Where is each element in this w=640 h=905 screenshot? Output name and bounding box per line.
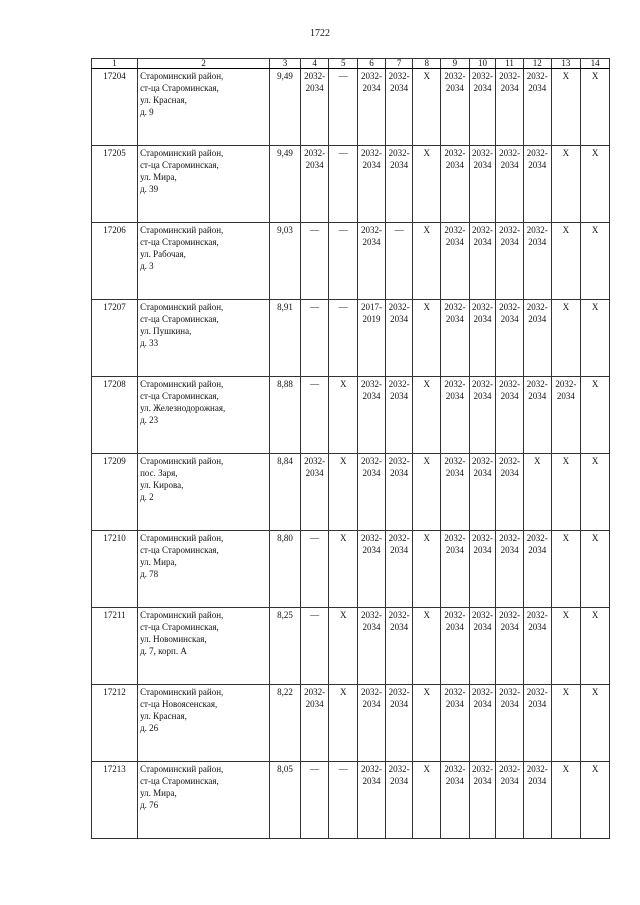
- address-line: д. 76: [140, 800, 159, 810]
- address-cell: [138, 685, 270, 762]
- address-line: пос. Заря,: [140, 468, 178, 478]
- cell-c14: X: [581, 223, 610, 300]
- cell-c9: 2032- 2034: [441, 762, 470, 839]
- cell-c13: X: [551, 69, 581, 146]
- address-line: д. 26: [140, 723, 159, 733]
- row-id: 17211: [92, 608, 138, 685]
- address-line: ст-ца Староминская,: [140, 83, 219, 93]
- cell-c13: X: [551, 762, 581, 839]
- cell-c8: X: [413, 146, 441, 223]
- address-cell: [138, 300, 270, 377]
- cell-c8: X: [413, 762, 441, 839]
- cell-c11: 2032- 2034: [496, 608, 524, 685]
- cell-c6: 2032- 2034: [358, 454, 386, 531]
- cell-c8: X: [413, 454, 441, 531]
- address-cell: [138, 762, 270, 839]
- address-line: ул. Мира,: [140, 788, 177, 798]
- cell-c8: X: [413, 685, 441, 762]
- cell-c12: 2032- 2034: [523, 300, 551, 377]
- cell-c6: 2032- 2034: [358, 608, 386, 685]
- cell-c9: 2032- 2034: [441, 454, 470, 531]
- cell-c5: —: [329, 146, 358, 223]
- cell-c11: 2032- 2034: [496, 300, 524, 377]
- cell-c7: —: [385, 223, 413, 300]
- address-line: Староминский район,: [140, 533, 224, 543]
- cell-c6: 2032- 2034: [358, 762, 386, 839]
- cell-c12: 2032- 2034: [523, 146, 551, 223]
- cell-c14: X: [581, 69, 610, 146]
- cell-c12: 2032- 2034: [523, 377, 551, 454]
- address-line: ул. Красная,: [140, 95, 187, 105]
- cell-c9: 2032- 2034: [441, 223, 470, 300]
- cell-c12: 2032- 2034: [523, 69, 551, 146]
- address-line: Староминский район,: [140, 148, 224, 158]
- row-id: 17209: [92, 454, 138, 531]
- row-id: 17210: [92, 531, 138, 608]
- column-header-4: 4: [300, 59, 329, 69]
- cell-c13: X: [551, 223, 581, 300]
- cell-c7: 2032- 2034: [385, 69, 413, 146]
- value-cell: 8,05: [270, 762, 301, 839]
- cell-c5: —: [329, 69, 358, 146]
- cell-c6: 2032- 2034: [358, 531, 386, 608]
- column-header-6: 6: [358, 59, 386, 69]
- cell-c14: X: [581, 685, 610, 762]
- cell-c9: 2032- 2034: [441, 146, 470, 223]
- address-line: ул. Кирова,: [140, 480, 184, 490]
- cell-c5: X: [329, 454, 358, 531]
- address-line: д. 3: [140, 261, 154, 271]
- value-cell: 9,49: [270, 146, 301, 223]
- address-line: ул. Рабочая,: [140, 249, 186, 259]
- cell-c4: —: [300, 300, 329, 377]
- value-cell: 9,49: [270, 69, 301, 146]
- table-row: [92, 454, 610, 531]
- column-header-3: 3: [270, 59, 301, 69]
- cell-c4: —: [300, 223, 329, 300]
- cell-c13: X: [551, 531, 581, 608]
- cell-c7: 2032- 2034: [385, 300, 413, 377]
- cell-c4: 2032- 2034: [300, 69, 329, 146]
- address-line: Староминский район,: [140, 225, 224, 235]
- address-line: ст-ца Староминская,: [140, 545, 219, 555]
- column-header-14: 14: [581, 59, 610, 69]
- address-line: д. 7, корп. А: [140, 646, 187, 656]
- address-line: д. 23: [140, 415, 159, 425]
- cell-c14: X: [581, 300, 610, 377]
- table-row: [92, 146, 610, 223]
- address-cell: [138, 69, 270, 146]
- table-row: [92, 685, 610, 762]
- cell-c8: X: [413, 377, 441, 454]
- cell-c11: 2032- 2034: [496, 223, 524, 300]
- address-line: д. 39: [140, 184, 159, 194]
- cell-c13: X: [551, 300, 581, 377]
- address-line: ул. Новоминская,: [140, 634, 207, 644]
- address-cell: [138, 608, 270, 685]
- cell-c4: 2032- 2034: [300, 454, 329, 531]
- cell-c10: 2032- 2034: [469, 377, 496, 454]
- cell-c5: X: [329, 377, 358, 454]
- address-line: ул. Мира,: [140, 557, 177, 567]
- cell-c8: X: [413, 531, 441, 608]
- address-line: ст-ца Староминская,: [140, 391, 219, 401]
- cell-c5: X: [329, 685, 358, 762]
- cell-c12: 2032- 2034: [523, 531, 551, 608]
- table-row: [92, 377, 610, 454]
- row-id: 17208: [92, 377, 138, 454]
- table-row: [92, 223, 610, 300]
- cell-c4: —: [300, 531, 329, 608]
- cell-c9: 2032- 2034: [441, 69, 470, 146]
- address-line: Староминский район,: [140, 687, 224, 697]
- cell-c7: 2032- 2034: [385, 377, 413, 454]
- cell-c9: 2032- 2034: [441, 685, 470, 762]
- cell-c11: 2032- 2034: [496, 69, 524, 146]
- cell-c6: 2032- 2034: [358, 146, 386, 223]
- cell-c13: X: [551, 685, 581, 762]
- cell-c11: 2032- 2034: [496, 454, 524, 531]
- cell-c12: 2032- 2034: [523, 608, 551, 685]
- cell-c4: 2032- 2034: [300, 146, 329, 223]
- cell-c6: 2032- 2034: [358, 223, 386, 300]
- cell-c8: X: [413, 223, 441, 300]
- column-header-8: 8: [413, 59, 441, 69]
- address-cell: [138, 377, 270, 454]
- cell-c5: X: [329, 531, 358, 608]
- cell-c13: 2032- 2034: [551, 377, 581, 454]
- cell-c10: 2032- 2034: [469, 454, 496, 531]
- cell-c10: 2032- 2034: [469, 300, 496, 377]
- value-cell: 8,91: [270, 300, 301, 377]
- column-header-13: 13: [551, 59, 581, 69]
- cell-c14: X: [581, 146, 610, 223]
- cell-c6: 2032- 2034: [358, 377, 386, 454]
- cell-c11: 2032- 2034: [496, 531, 524, 608]
- column-header-7: 7: [385, 59, 413, 69]
- address-line: Староминский район,: [140, 379, 224, 389]
- value-cell: 8,25: [270, 608, 301, 685]
- cell-c14: X: [581, 377, 610, 454]
- address-line: ул. Красная,: [140, 711, 187, 721]
- cell-c9: 2032- 2034: [441, 608, 470, 685]
- cell-c4: —: [300, 762, 329, 839]
- address-line: ул. Пушкина,: [140, 326, 192, 336]
- cell-c10: 2032- 2034: [469, 531, 496, 608]
- column-header-11: 11: [496, 59, 524, 69]
- cell-c5: —: [329, 223, 358, 300]
- cell-c10: 2032- 2034: [469, 69, 496, 146]
- register-table: [91, 58, 610, 839]
- table-row: [92, 762, 610, 839]
- cell-c4: —: [300, 377, 329, 454]
- value-cell: 9,03: [270, 223, 301, 300]
- address-line: ст-ца Староминская,: [140, 237, 219, 247]
- cell-c14: X: [581, 531, 610, 608]
- address-line: ул. Мира,: [140, 172, 177, 182]
- cell-c6: 2032- 2034: [358, 69, 386, 146]
- cell-c13: X: [551, 608, 581, 685]
- row-id: 17206: [92, 223, 138, 300]
- table-row: [92, 608, 610, 685]
- address-line: д. 2: [140, 492, 154, 502]
- cell-c5: —: [329, 762, 358, 839]
- row-id: 17205: [92, 146, 138, 223]
- cell-c12: 2032- 2034: [523, 762, 551, 839]
- cell-c12: 2032- 2034: [523, 685, 551, 762]
- cell-c13: X: [551, 146, 581, 223]
- cell-c10: 2032- 2034: [469, 762, 496, 839]
- column-header-10: 10: [469, 59, 496, 69]
- value-cell: 8,22: [270, 685, 301, 762]
- cell-c9: 2032- 2034: [441, 531, 470, 608]
- column-header-5: 5: [329, 59, 358, 69]
- column-header-9: 9: [441, 59, 470, 69]
- cell-c8: X: [413, 300, 441, 377]
- value-cell: 8,80: [270, 531, 301, 608]
- cell-c6: 2032- 2034: [358, 685, 386, 762]
- cell-c7: 2032- 2034: [385, 685, 413, 762]
- cell-c10: 2032- 2034: [469, 608, 496, 685]
- cell-c14: X: [581, 454, 610, 531]
- header-row: [92, 59, 610, 69]
- address-line: ст-ца Староминская,: [140, 160, 219, 170]
- page-number: 1722: [310, 28, 330, 39]
- cell-c14: X: [581, 608, 610, 685]
- address-line: Староминский район,: [140, 456, 224, 466]
- cell-c12: X: [523, 454, 551, 531]
- value-cell: 8,84: [270, 454, 301, 531]
- table-row: [92, 300, 610, 377]
- row-id: 17213: [92, 762, 138, 839]
- cell-c5: —: [329, 300, 358, 377]
- address-line: д. 78: [140, 569, 159, 579]
- cell-c10: 2032- 2034: [469, 223, 496, 300]
- address-line: ст-ца Староминская,: [140, 622, 219, 632]
- cell-c7: 2032- 2034: [385, 531, 413, 608]
- address-cell: [138, 223, 270, 300]
- table-body: [92, 69, 610, 839]
- cell-c10: 2032- 2034: [469, 146, 496, 223]
- address-line: ст-ца Староминская,: [140, 776, 219, 786]
- row-id: 17204: [92, 69, 138, 146]
- cell-c13: X: [551, 454, 581, 531]
- address-line: Староминский район,: [140, 764, 224, 774]
- cell-c11: 2032- 2034: [496, 762, 524, 839]
- cell-c8: X: [413, 69, 441, 146]
- address-line: ул. Железнодорожная,: [140, 403, 226, 413]
- cell-c5: X: [329, 608, 358, 685]
- address-line: ст-ца Новоясенская,: [140, 699, 218, 709]
- address-cell: [138, 531, 270, 608]
- cell-c8: X: [413, 608, 441, 685]
- cell-c11: 2032- 2034: [496, 685, 524, 762]
- address-line: Староминский район,: [140, 71, 224, 81]
- cell-c9: 2032- 2034: [441, 300, 470, 377]
- table-row: [92, 531, 610, 608]
- cell-c14: X: [581, 762, 610, 839]
- cell-c7: 2032- 2034: [385, 762, 413, 839]
- table-row: [92, 69, 610, 146]
- cell-c11: 2032- 2034: [496, 146, 524, 223]
- address-line: д. 33: [140, 338, 159, 348]
- row-id: 17212: [92, 685, 138, 762]
- cell-c9: 2032- 2034: [441, 377, 470, 454]
- cell-c7: 2032- 2034: [385, 146, 413, 223]
- address-line: Староминский район,: [140, 610, 224, 620]
- value-cell: 8,88: [270, 377, 301, 454]
- cell-c7: 2032- 2034: [385, 454, 413, 531]
- column-header-12: 12: [523, 59, 551, 69]
- row-id: 17207: [92, 300, 138, 377]
- address-line: Староминский район,: [140, 302, 224, 312]
- address-line: ст-ца Староминская,: [140, 314, 219, 324]
- column-header-1: 1: [92, 59, 138, 69]
- address-cell: [138, 454, 270, 531]
- column-header-2: 2: [138, 59, 270, 69]
- address-line: д. 9: [140, 107, 154, 117]
- cell-c4: —: [300, 608, 329, 685]
- cell-c7: 2032- 2034: [385, 608, 413, 685]
- address-cell: [138, 146, 270, 223]
- cell-c11: 2032- 2034: [496, 377, 524, 454]
- cell-c10: 2032- 2034: [469, 685, 496, 762]
- cell-c6: 2017- 2019: [358, 300, 386, 377]
- cell-c4: 2032- 2034: [300, 685, 329, 762]
- cell-c12: 2032- 2034: [523, 223, 551, 300]
